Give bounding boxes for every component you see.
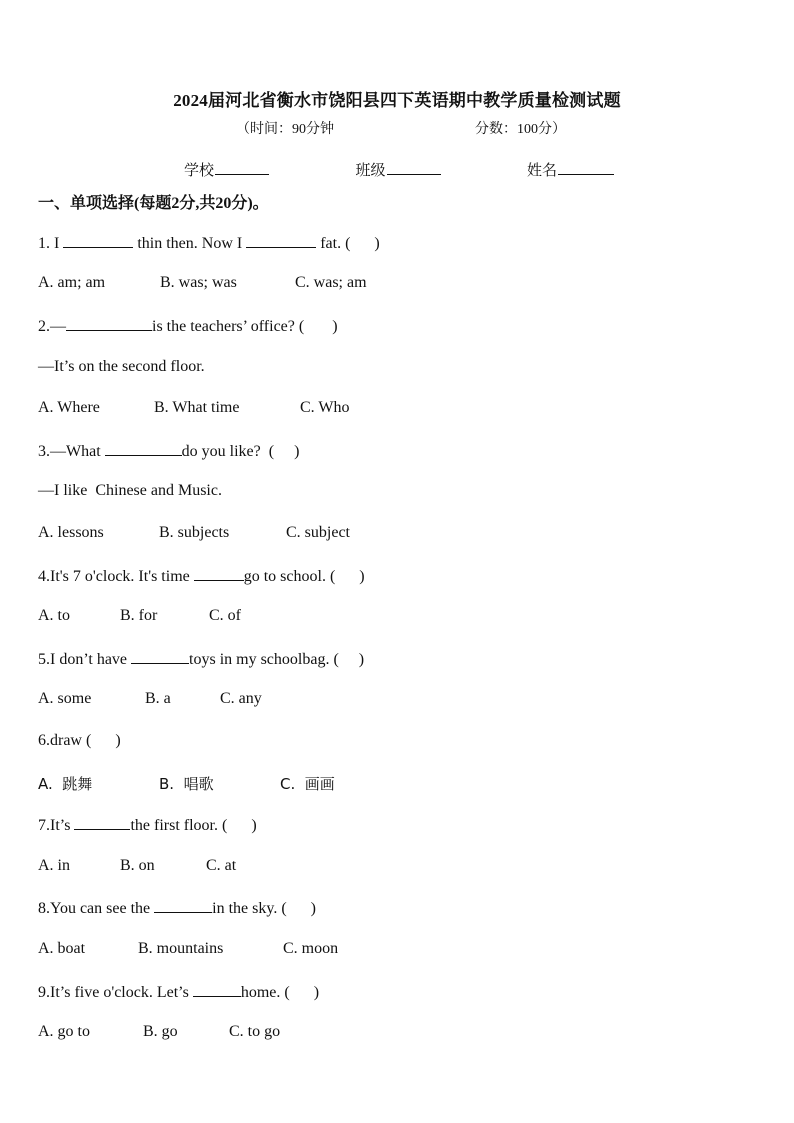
school-field[interactable] <box>184 159 269 180</box>
class-label: 班级 <box>355 163 386 179</box>
time-limit: （时间：90分钟 <box>236 122 334 137</box>
answer-blank[interactable] <box>246 233 316 248</box>
option-c[interactable]: C. to go <box>229 1023 281 1040</box>
option-b[interactable]: B. What time <box>154 399 240 416</box>
answer-blank[interactable] <box>105 441 182 456</box>
class-field[interactable] <box>355 159 440 180</box>
question-2-reply: —It’s on the second floor. <box>38 358 205 375</box>
answer-blank[interactable] <box>74 815 130 830</box>
question-6: 6.draw ( ) <box>38 732 121 749</box>
option-c[interactable]: C. was; am <box>295 274 367 291</box>
option-a[interactable]: A. some <box>38 690 92 707</box>
option-c[interactable]: C. at <box>206 857 237 874</box>
option-b[interactable]: B. a <box>145 690 171 707</box>
question-7-options <box>38 857 236 875</box>
answer-blank[interactable] <box>194 566 244 581</box>
option-b[interactable]: B. go <box>143 1023 178 1040</box>
name-blank <box>558 173 614 175</box>
option-c[interactable]: C. subject <box>286 524 350 541</box>
option-a[interactable]: A. lessons <box>38 524 104 541</box>
question-3-options <box>38 524 350 542</box>
name-label: 姓名 <box>526 163 557 179</box>
question-6-options <box>38 773 335 794</box>
section-heading: 一、单项选择(每题2分,共20分)。 <box>38 195 269 212</box>
option-a[interactable]: A. in <box>38 857 70 874</box>
option-b[interactable]: B. 唱歌 <box>159 775 214 793</box>
option-a[interactable]: A. 跳舞 <box>38 775 93 793</box>
answer-blank[interactable] <box>66 316 152 331</box>
answer-blank[interactable] <box>154 898 212 913</box>
option-a[interactable]: A. am; am <box>38 274 106 291</box>
option-c[interactable]: C. Who <box>300 399 350 416</box>
option-a[interactable]: A. go to <box>38 1023 90 1040</box>
class-blank <box>387 173 441 175</box>
answer-blank[interactable] <box>193 982 241 997</box>
answer-blank[interactable] <box>131 649 189 664</box>
question-1-options <box>38 274 367 292</box>
question-7: 7.It’s the first floor. ( ) <box>38 817 257 834</box>
option-b[interactable]: B. was; was <box>160 274 237 291</box>
option-b[interactable]: B. mountains <box>138 940 224 957</box>
question-9-options <box>38 1023 280 1041</box>
option-a[interactable]: A. boat <box>38 940 86 957</box>
question-3: 3.—What do you like? ( ) <box>38 443 300 460</box>
option-b[interactable]: B. on <box>120 857 155 874</box>
school-label: 学校 <box>184 163 215 179</box>
exam-meta <box>236 118 566 138</box>
question-3-reply: —I like Chinese and Music. <box>38 482 222 499</box>
question-4-options <box>38 607 241 625</box>
option-c[interactable]: C. 画画 <box>280 775 335 793</box>
option-a[interactable]: A. Where <box>38 399 100 416</box>
answer-blank[interactable] <box>63 233 133 248</box>
question-5: 5.I don’t have toys in my schoolbag. ( ) <box>38 651 365 668</box>
exam-title: 2024届河北省衡水市饶阳县四下英语期中教学质量检测试题 <box>173 91 621 110</box>
question-9: 9.It’s five o'clock. Let’s home. ( ) <box>38 984 320 1001</box>
option-c[interactable]: C. moon <box>283 940 339 957</box>
student-info <box>184 159 614 180</box>
option-c[interactable]: C. of <box>209 607 241 624</box>
option-b[interactable]: B. for <box>120 607 158 624</box>
option-c[interactable]: C. any <box>220 690 262 707</box>
name-field[interactable] <box>527 159 614 180</box>
total-score: 分数：100分） <box>475 122 566 137</box>
school-blank <box>215 173 269 175</box>
question-4: 4.It's 7 o'clock. It's time go to school. ( ) <box>38 568 365 585</box>
question-8-options <box>38 940 338 958</box>
option-a[interactable]: A. to <box>38 607 70 624</box>
question-8: 8.You can see the in the sky. ( ) <box>38 900 316 917</box>
option-b[interactable]: B. subjects <box>159 524 230 541</box>
question-2: 2.— is the teachers’ office? ( ) <box>38 318 338 335</box>
question-1: 1. I thin then. Now I fat. ( ) <box>38 235 380 252</box>
question-2-options <box>38 399 349 417</box>
question-5-options <box>38 690 262 708</box>
